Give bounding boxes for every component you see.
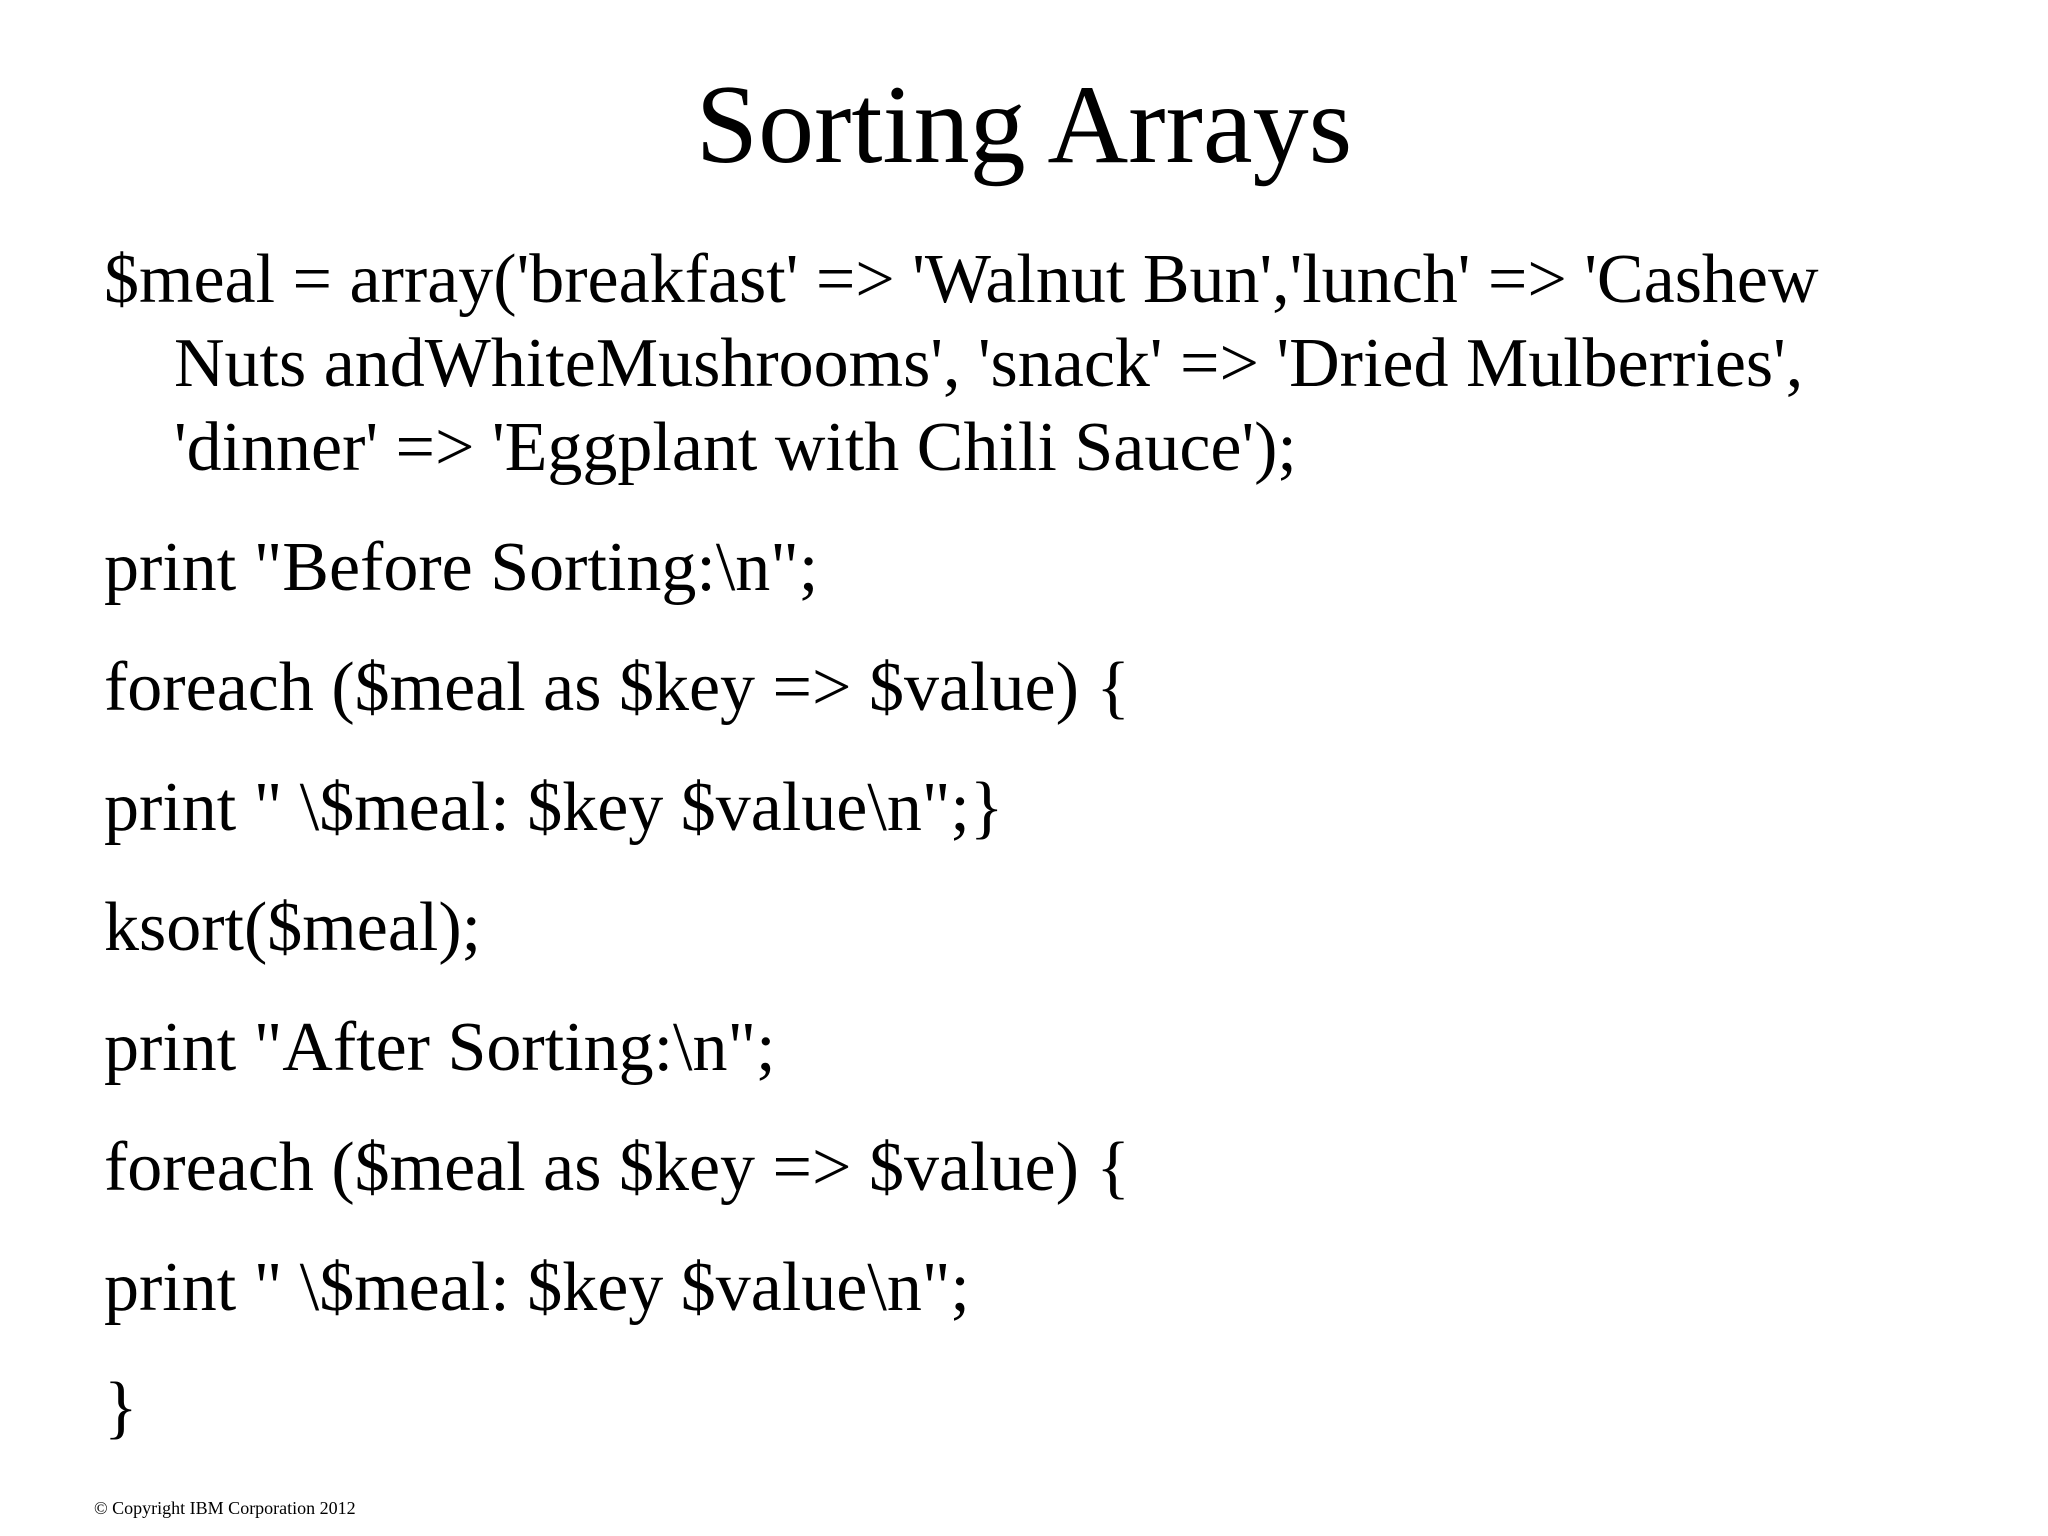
code-line-1: $meal = array('breakfast' => 'Walnut Bun','lunch' => 'Cashew	[104, 241, 1819, 318]
code-line-4: print " \$meal: $key $value\n";}	[104, 769, 1004, 846]
code-line-3: foreach ($meal as $key => $value) {	[104, 649, 1131, 726]
code-line-9: }	[104, 1369, 138, 1446]
code-line-7: foreach ($meal as $key => $value) {	[104, 1129, 1131, 1206]
slide-title: Sorting Arrays	[695, 63, 1353, 187]
copyright-footer: © Copyright IBM Corporation 2012	[94, 1498, 356, 1518]
code-line-6: print "After Sorting:\n";	[104, 1009, 776, 1086]
code-line-8: print " \$meal: $key $value\n";	[104, 1249, 970, 1326]
code-line-1-cont-2: 'dinner' => 'Eggplant with Chili Sauce');	[174, 409, 1297, 486]
code-line-1-cont-1: Nuts andWhiteMushrooms', 'snack' => 'Dried Mulberries',	[174, 325, 1804, 402]
code-line-5: ksort($meal);	[104, 889, 482, 966]
code-line-2: print "Before Sorting:\n";	[104, 529, 819, 606]
